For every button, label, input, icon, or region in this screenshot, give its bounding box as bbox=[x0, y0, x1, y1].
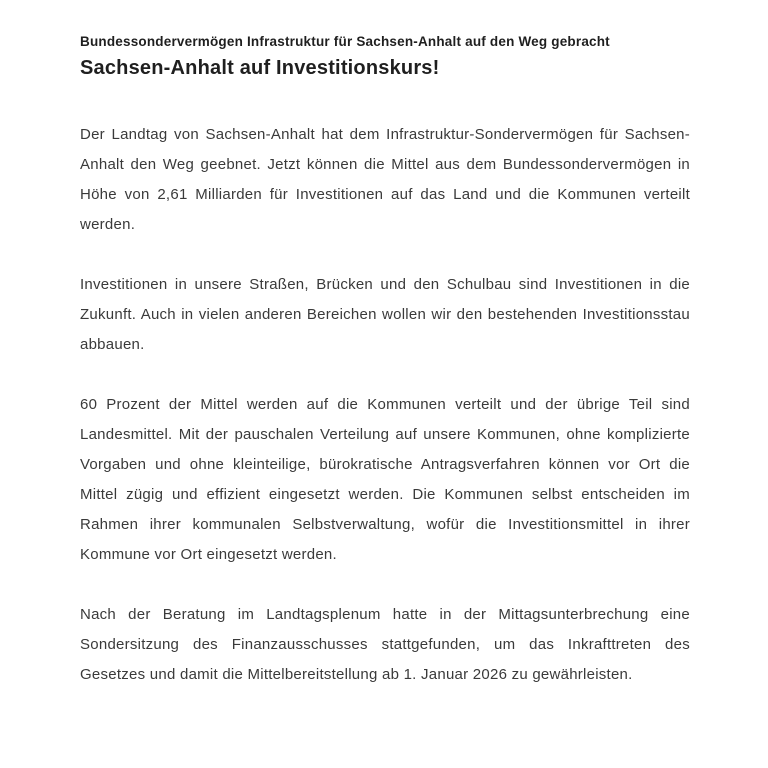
paragraph-2: Investitionen in unsere Straßen, Brücken und den Schulbau sind Investitionen in die Zukunft. Auch in vielen anderen Bereichen wollen wir den bestehenden Investitionsstau abbauen. bbox=[80, 276, 690, 353]
paragraph-4: Nach der Beratung im Landtagsplenum hatte in der Mittagsunterbrechung eine Sondersitzung des Finanzausschusses stattgefunden, um das Inkrafttreten des Gesetzes und damit die Mittelbereitstellung ab 1. Januar 2026 zu gewährleisten. bbox=[80, 606, 690, 683]
kicker-line: Bundessondervermögen Infrastruktur für Sachsen-Anhalt auf den Weg gebracht bbox=[80, 34, 610, 49]
paragraph-1: Der Landtag von Sachsen-Anhalt hat dem Infrastruktur-Sondervermögen für Sachsen-Anhalt den Weg geebnet. Jetzt können die Mittel aus dem Bundessondervermögen in Höhe von 2,61 Milliarden für Investitionen auf das Land und die Kommunen verteilt werden. bbox=[80, 126, 690, 233]
document-body bbox=[80, 120, 690, 690]
document-header bbox=[80, 33, 690, 81]
page-title: Sachsen-Anhalt auf Investitionskurs! bbox=[80, 57, 440, 79]
paragraph-3: 60 Prozent der Mittel werden auf die Kommunen verteilt und der übrige Teil sind Landesmittel. Mit der pauschalen Verteilung auf unsere Kommunen, ohne komplizierte Vorgaben und ohne kleinteilige, bürokratische Antragsverfahren können vor Ort die Mittel zügig und effizient eingesetzt werden. Die Kommunen selbst entscheiden im Rahmen ihrer kommunalen Selbstverwaltung, wofür die Investitionsmittel in ihrer Kommune vor Ort eingesetzt werden. bbox=[80, 396, 690, 563]
